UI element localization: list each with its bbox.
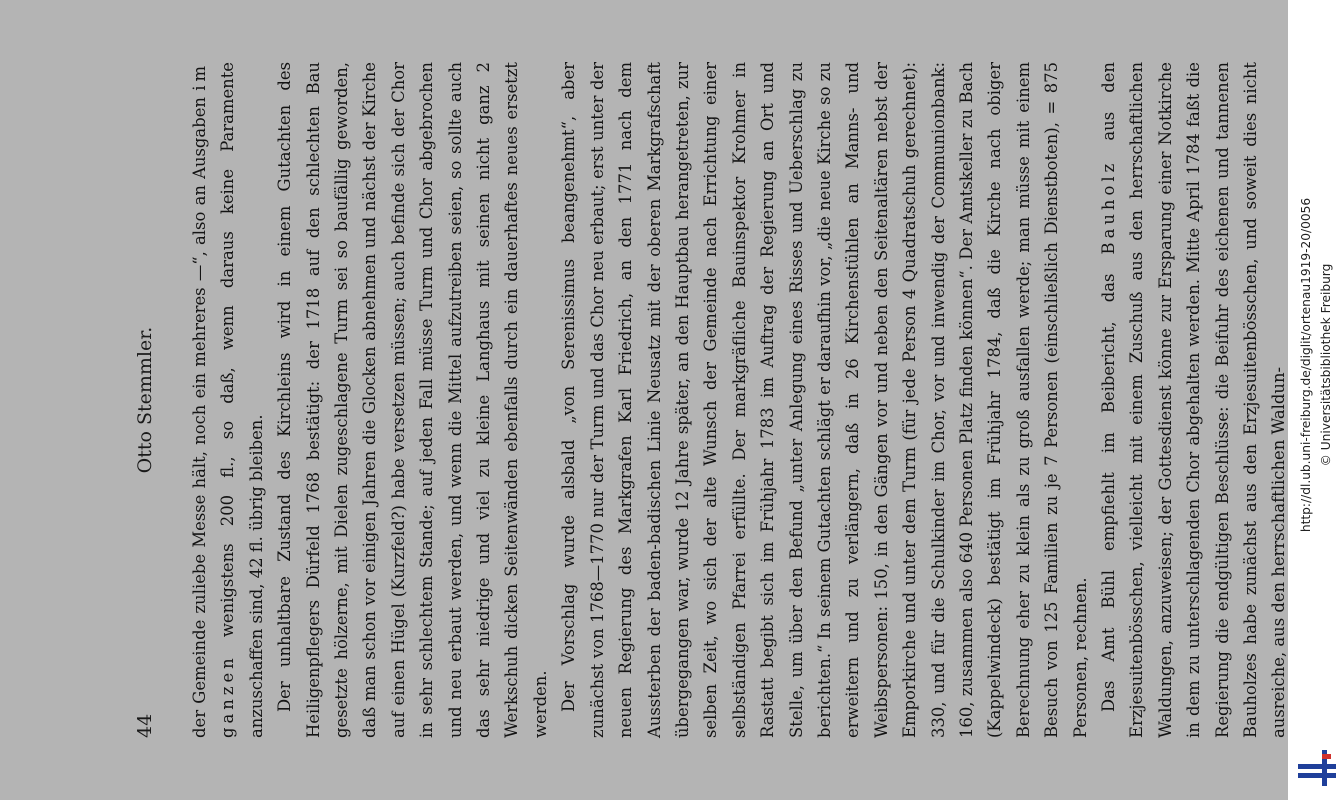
library-sidebar	[1288, 0, 1344, 800]
paragraph-3: Der Vorschlag wurde alsbald „von Serenissimus beangenehmt“, aber zunächst von 1768—1770 nur der Turm und das Chor neu erbaut; erst unter der neuen Regierung des Markgrafen Karl Friedrich, an den 1771 nach dem Aussterben der baden-badischen Linie Neusatz mit der oberen Markgrafschaft übergegangen war, wurde 12 Jahre später, an den Hauptbau herangetreten, zur selben Zeit, wo sich der alte Wunsch der Gemeinde nach Errichtung einer selbständigen Pfarrei erfüllte. Der markgräfliche Bauinspektor Krohmer in Rastatt begibt sich im Frühjahr 1783 im Auftrag der Regierung an Ort und Stelle, um über den Befund „unter Anlegung eines Risses und Ueberschlag zu berichten.“ In seinem Gutachten schlägt er daraufhin vor, „die neue Kirche so zu erweitern und zu verlängern, daß in 26 Kirchenstühlen an Manns- und Weibspersonen: 150, in den Gängen vor und neben den Seitenaltären nebst der Emporkirche und unter dem Turm (für jede Person 4 Quadratschuh gerechnet): 330, und für die Schulkinder im Chor, vor und inwendig der Communionbank: 160, zusammen also 640 Personen Platz finden können“. Der Amtskeller zu Bach (Kappelwindeck) bestätigt im Frühjahr 1784, daß die Kirche nach obiger Berechnung eher zu klein als zu groß ausfallen werde; man müsse mit einem Besuch von 125 Familien zu je 7 Personen (einschließlich Dienstboten), = 875 Personen, rechnen.	[559, 62, 1090, 738]
paragraph-4: Das Amt Bühl empfiehlt im Beibericht, das Bauholz aus den Erzjesuitenbösschen, vielleicht mit einem Zuschuß aus den herrschaftlichen Waldungen, anzuweisen; der Gottesdienst könne zur Ersparung einer Notkirche in dem zu unterschlagenden Chor abgehalten werden. Mitte April 1784 faßt die Regierung die endgültigen Beschlüsse: die Beifuhr des eichenen und tannenen Bauholzes habe zunächst aus den Erzjesuitenbösschen, und soweit dies nicht ausreiche, aus den herrschaftlichen Waldun-	[1099, 62, 1288, 738]
paragraph-2: Der unhaltbare Zustand des Kirchleins wird in einem Gutachten des Heiligenpflegers Dürfeld 1768 bestätigt: der 1718 auf den schlechten Bau gesetzte hölzerne, mit Dielen zugeschlagene Turm sei so baufällig geworden, daß man schon vor einigen Jahren die Glocken abnehmen und nächst der Kirche auf einen Hügel (Kurzfeld?) habe versetzen müssen; auch befinde sich der Chor in sehr schlechtem Stande; auf jeden Fall müsse Turm und Chor abgebrochen und neu erbaut werden, und wenn die Mittel aufzutreiben seien, so sollte auch das sehr niedrige und viel zu kleine Langhaus mit seinen nicht ganz 2 Werkschuh dicken Seitenwänden ebenfalls durch ein dauerhaftes neues ersetzt werden.	[275, 62, 550, 738]
emphasis-spaced: Bauholz	[1099, 159, 1118, 255]
paragraph-1: der Gemeinde zuliebe Messe hält, noch ein mehreres —“, also an Ausgaben im ganzen wenigstens 200 fl., so daß, wenn daraus keine Paramente anzuschaffen sind, 42 fl. übrig bleiben.	[190, 62, 266, 738]
university-library-logo-icon	[1296, 750, 1338, 786]
emphasis-spaced: im ganzen	[190, 62, 238, 738]
source-url[interactable]: http://dl.ub.uni-freiburg.de/diglit/ortenau1919-20/0056	[1299, 197, 1313, 533]
page-header	[134, 62, 164, 738]
body-text	[186, 62, 1288, 738]
running-head: Otto Stemmler.	[134, 326, 156, 474]
rotated-page-content	[94, 40, 1288, 760]
page-number: 44	[134, 713, 156, 738]
copyright-notice: © Universitätsbibliothek Freiburg	[1319, 263, 1333, 467]
